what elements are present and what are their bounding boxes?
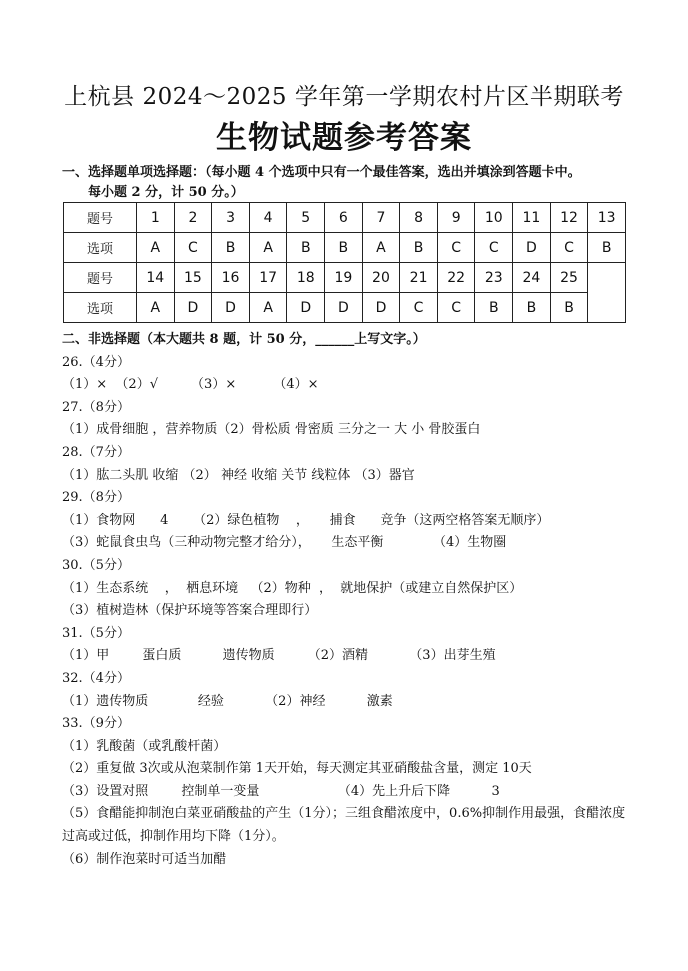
- answer-line: （1）成骨细胞 ，营养物质（2）骨松质 骨密质 三分之一 大 小 骨胶蛋白: [62, 422, 481, 438]
- section2-heading: 二、非选择题（本大题共 8 题，计 50 分，______上写文字。）: [62, 332, 426, 347]
- question-heading: 33.（9分）: [62, 716, 130, 732]
- answer-cell: C: [400, 293, 438, 323]
- answer-cell: C: [437, 293, 475, 323]
- question-number-cell: 1: [137, 203, 175, 233]
- answer-cell: D: [325, 293, 363, 323]
- question-number-cell: 24: [513, 263, 551, 293]
- question-number-row-1: [64, 203, 626, 233]
- row-label-question: 题号: [64, 263, 137, 293]
- question-number-cell: 25: [550, 263, 588, 293]
- answer-cell: D: [174, 293, 212, 323]
- answer-line: （1）甲 蛋白质 遗传物质 （2）酒精 （3）出芽生殖: [62, 648, 496, 664]
- question-number-cell: 5: [287, 203, 325, 233]
- answer-cell: B: [325, 233, 363, 263]
- answer-line: （1）× （2）√ （3）× （4）×: [62, 377, 319, 393]
- answer-line: （1）乳酸菌（或乳酸杆菌）: [62, 738, 227, 754]
- answer-cell: B: [475, 293, 513, 323]
- question-heading: 31.（5分）: [62, 625, 130, 641]
- document-title: 生物试题参考答案: [216, 120, 472, 156]
- row-label-answer: 选项: [64, 233, 137, 263]
- answer-cell: A: [249, 293, 287, 323]
- answer-cell: D: [287, 293, 325, 323]
- question-number-cell: 3: [212, 203, 250, 233]
- section2: [62, 329, 632, 871]
- question-number-cell: 18: [287, 263, 325, 293]
- answer-row-2: [64, 293, 626, 323]
- answer-cell: D: [513, 233, 551, 263]
- question-number-cell: 17: [249, 263, 287, 293]
- question-number-cell: 2: [174, 203, 212, 233]
- row-label-answer: 选项: [64, 293, 137, 323]
- question-number-row-2: [64, 263, 626, 293]
- answer-line: （1）生态系统 ， 栖息环境 （2）物种 ， 就地保护（或建立自然保护区）: [62, 580, 523, 596]
- answer-line: （1）遗传物质 经验 （2）神经 激素: [62, 693, 393, 709]
- answer-cell: A: [362, 233, 400, 263]
- empty-cell: [588, 263, 626, 323]
- answer-cell: A: [137, 293, 175, 323]
- section1-heading: [62, 163, 662, 203]
- question-heading: 29.（8分）: [62, 490, 130, 506]
- question-number-cell: 11: [513, 203, 551, 233]
- question-heading: 28.（7分）: [62, 444, 130, 460]
- answer-cell: A: [249, 233, 287, 263]
- answer-line: （1）肱二头肌 收缩 （2） 神经 收缩 关节 线粒体 （3）器官: [62, 467, 415, 483]
- answer-cell: C: [550, 233, 588, 263]
- question-number-cell: 9: [437, 203, 475, 233]
- answer-table: [63, 202, 626, 323]
- answer-line: （5）食醋能抑制泡白菜亚硝酸盐的产生（1分）；三组食醋浓度中，0.6%抑制作用最强，食醋浓度过高或过低，抑制作用均下降（1分）。: [62, 806, 626, 845]
- answer-line: （3）蛇鼠食虫鸟（三种动物完整才给分）， 生态平衡 （4）生物圈: [62, 535, 507, 551]
- question-heading: 30.（5分）: [62, 557, 130, 573]
- answer-line: （3）植树造林（保护环境等答案合理即行）: [62, 603, 318, 619]
- question-heading: 27.（8分）: [62, 399, 130, 415]
- question-number-cell: 15: [174, 263, 212, 293]
- answer-cell: B: [588, 233, 626, 263]
- question-number-cell: 23: [475, 263, 513, 293]
- section1-heading-line2: 每小题 2 分，计 50 分。）: [88, 185, 244, 200]
- answer-line: （3）设置对照 控制单一变量 （4）先上升后下降 3: [62, 783, 500, 799]
- question-number-cell: 14: [137, 263, 175, 293]
- answer-row-1: [64, 233, 626, 263]
- answer-cell: C: [174, 233, 212, 263]
- question-number-cell: 8: [400, 203, 438, 233]
- question-number-cell: 21: [400, 263, 438, 293]
- exam-title: 上杭县 2024～2025 学年第一学期农村片区半期联考: [64, 84, 624, 110]
- question-number-cell: 20: [362, 263, 400, 293]
- answer-line: （6）制作泡菜时可适当加醋: [62, 851, 227, 867]
- question-number-cell: 7: [362, 203, 400, 233]
- answer-cell: B: [212, 233, 250, 263]
- question-number-cell: 12: [550, 203, 588, 233]
- answer-cell: A: [137, 233, 175, 263]
- answer-line: （2）重复做 3次或从泡菜制作第 1天开始，每天测定其亚硝酸盐含量，测定 10天: [62, 761, 532, 777]
- answer-cell: C: [475, 233, 513, 263]
- answer-line: （1）食物网 4 （2）绿色植物 ， 捕食 竞争（这两空格答案无顺序）: [62, 512, 550, 528]
- question-number-cell: 19: [325, 263, 363, 293]
- answer-cell: D: [212, 293, 250, 323]
- answer-lines: [62, 352, 632, 872]
- question-number-cell: 4: [249, 203, 287, 233]
- answer-cell: C: [437, 233, 475, 263]
- question-number-cell: 22: [437, 263, 475, 293]
- answer-cell: B: [400, 233, 438, 263]
- answer-cell: B: [513, 293, 551, 323]
- row-label-question: 题号: [64, 203, 137, 233]
- question-number-cell: 13: [588, 203, 626, 233]
- answer-cell: B: [287, 233, 325, 263]
- question-number-cell: 16: [212, 263, 250, 293]
- answer-cell: D: [362, 293, 400, 323]
- question-heading: 26.（4分）: [62, 354, 130, 370]
- question-heading: 32.（4分）: [62, 670, 130, 686]
- question-number-cell: 6: [325, 203, 363, 233]
- question-number-cell: 10: [475, 203, 513, 233]
- answer-cell: B: [550, 293, 588, 323]
- section1-heading-line1: 一、选择题单项选择题：（每小题 4 个选项中只有一个最佳答案，选出并填涂到答题卡中。: [62, 165, 581, 180]
